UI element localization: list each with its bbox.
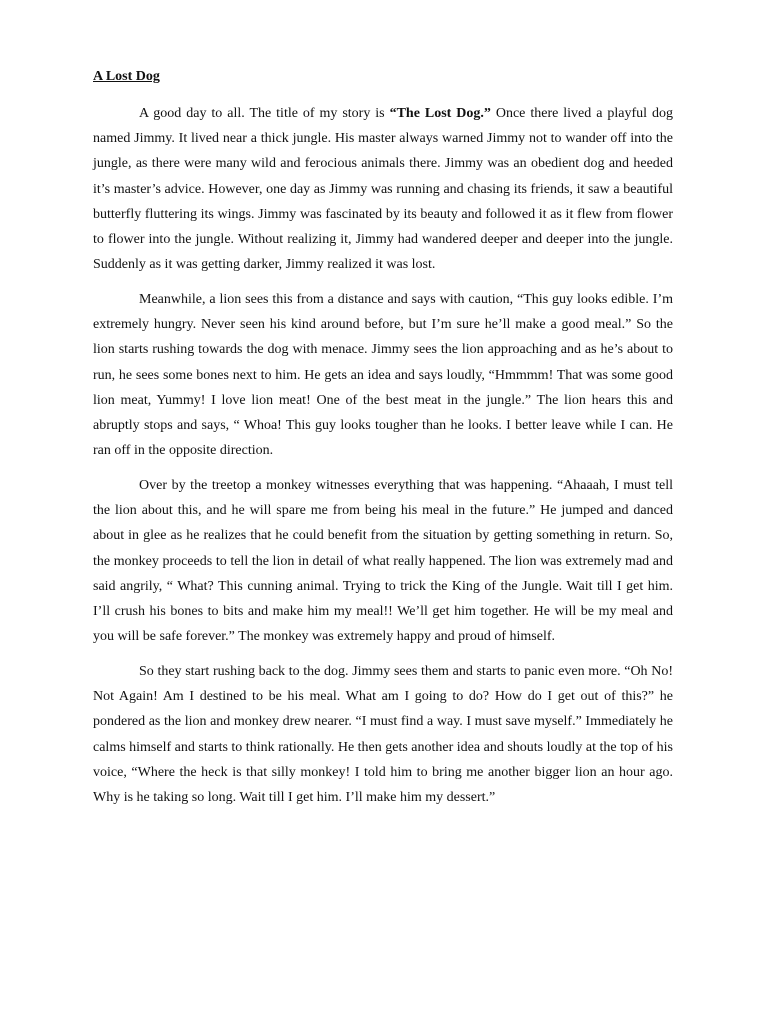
paragraph-3: Over by the treetop a monkey witnesses everything that was happening. “Ahaaah, I must tell the lion about this, and he will spare me from being his meal in the future.” He jumped and danced about in glee as he realizes that he could benefit from the situation by getting something in return. So, the monkey proceeds to tell the lion in detail of what really happened. The lion was extremely mad and said angrily, “ What? This cunning animal. Trying to trick the King of the Jungle. Wait till I get him. I’ll crush his bones to bits and make him my meal!! We’ll get him together. He will be my meal and you will be safe forever.” The monkey was extremely happy and proud of himself. (93, 478, 673, 645)
story-title-bold: “The Lost Dog.” (389, 106, 491, 121)
document-title: A Lost Dog (93, 69, 160, 84)
paragraph-1-intro: A good day to all. The title of my story is (139, 106, 390, 121)
paragraph-2: Meanwhile, a lion sees this from a distance and says with caution, “This guy looks edible. I’m extremely hungry. Never seen his kind around before, but I’m sure he’ll make a good meal.” So the lion starts rushing towards the dog with menace. Jimmy sees the lion approaching and as he’s about to run, he sees some bones next to him. He gets an idea and says loudly, “Hmmmm! That was some good lion meat, Yummy! I love lion meat! One of the best meat in the jungle.” The lion hears this and abruptly stops and says, “ Whoa! This guy looks tougher than he looks. I better leave while I can. He ran off in the opposite direction. (93, 292, 673, 459)
paragraph-1 (93, 101, 673, 277)
paragraph-1-body: Once there lived a playful dog named Jimmy. It lived near a thick jungle. His master always warned Jimmy not to wander off into the jungle, as there were many wild and ferocious animals there. Jimmy was an obedient dog and heeded it’s master’s advice. However, one day as Jimmy was running and chasing its friends, it saw a beautiful butterfly fluttering its wings. Jimmy was fascinated by its beauty and followed it as it flew from flower to flower into the jungle. Without realizing it, Jimmy had wandered deeper and deeper into the jungle. Suddenly as it was getting darker, Jimmy realized it was lost. (93, 106, 673, 273)
document-page (93, 66, 673, 820)
paragraph-4: So they start rushing back to the dog. Jimmy sees them and starts to panic even more. “Oh No! Not Again! Am I destined to be his meal. What am I going to do? How do I get out of this?” he pondered as the lion and monkey drew nearer. “I must find a way. I must save myself.” Immediately he calms himself and starts to think rationally. He then gets another idea and shouts loudly at the top of his voice, “Where the heck is that silly monkey! I told him to bring me another bigger lion an hour ago. Why is he taking so long. Wait till I get him. I’ll make him my dessert.” (93, 664, 673, 806)
